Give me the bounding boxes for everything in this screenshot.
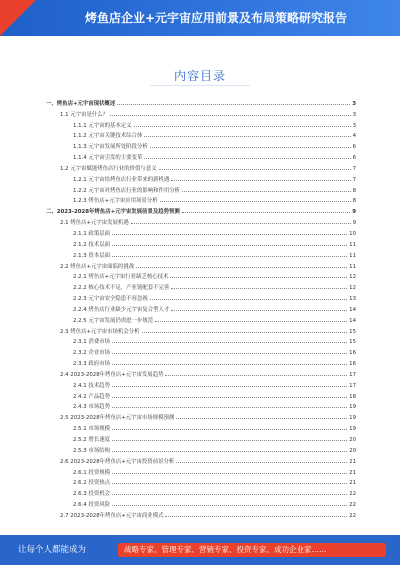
toc-leader-dots <box>182 190 350 192</box>
toc-entry-label: 2.6 2023-2028年烤鱼店+元宇宙投资前景分析 <box>60 458 175 465</box>
toc-entry[interactable] <box>46 215 356 226</box>
toc-entry-label: 1.2.3 烤鱼店+元宇宙应用场景分析 <box>73 198 158 205</box>
toc-entry[interactable] <box>46 345 356 356</box>
toc-entry-label: 1.2.2 元宇宙对烤鱼店行业的影响和作用分析 <box>73 187 181 194</box>
toc-leader-dots <box>150 146 351 148</box>
toc-entry[interactable] <box>46 183 356 194</box>
toc-entry-label: 2.5.1 市场规模 <box>73 426 110 433</box>
toc-entry-label: 2.5.2 增长速度 <box>73 437 110 443</box>
toc-leader-dots <box>165 374 347 376</box>
toc-entry-label: 2.5 2023-2028年烤鱼店+元宇宙市场规模预测 <box>60 415 175 422</box>
report-title: 烤鱼店企业+元宇宙应用前景及布局策略研究报告 <box>84 11 348 25</box>
toc-entry-label: 2.4.1 技术趋势 <box>73 382 110 389</box>
toc-leader-dots <box>176 417 347 419</box>
toc-leader-dots <box>112 255 347 257</box>
toc-entry-page: 21 <box>349 469 356 476</box>
toc-entry-label: 1.1 元宇宙是什么？ <box>60 111 109 118</box>
toc-entry-page: 22 <box>349 502 356 509</box>
toc-entry[interactable] <box>46 129 356 140</box>
toc-entry[interactable] <box>46 150 356 161</box>
toc-entry-label: 2.2.3 元宇宙安全隐患不容忽视 <box>73 296 148 303</box>
toc-entry[interactable] <box>46 421 356 432</box>
toc-entry[interactable] <box>46 302 356 313</box>
toc-entry[interactable] <box>46 291 356 302</box>
toc-leader-dots <box>112 396 347 398</box>
toc-leader-dots <box>112 439 347 441</box>
toc-entry-label: 2.2.4 烤鱼店行业缺少元宇宙复合型人才 <box>73 306 170 313</box>
toc-entry[interactable] <box>46 270 356 281</box>
toc-entry-page: 8 <box>352 198 356 205</box>
toc-entry[interactable] <box>46 248 356 259</box>
toc-entry-label: 2.5.3 市场结构 <box>73 447 110 454</box>
toc-entry-page: 16 <box>349 361 356 368</box>
toc-entry-label: 1.1.1 元宇宙的基本定义 <box>73 122 132 129</box>
toc-entry-label: 1.2 元宇宙赋能烤鱼店行业的价值与意义 <box>60 165 157 172</box>
toc-entry-page: 11 <box>349 241 356 248</box>
toc-entry[interactable] <box>46 118 356 129</box>
toc-entry-label: 2.6.1 投资规模 <box>73 469 110 476</box>
toc-entry-page: 19 <box>349 404 356 411</box>
toc-entry-label: 2.1 烤鱼店+元宇宙发展机遇 <box>60 220 129 227</box>
toc-entry-page: 7 <box>352 165 356 172</box>
toc-entry-page: 16 <box>349 350 356 357</box>
toc-entry-label: 2.1.1 政策层面 <box>73 230 110 237</box>
toc-entry-page: 9 <box>352 209 356 216</box>
toc-entry-page: 21 <box>349 480 356 487</box>
footer-slogan: 让每个人都能成为 <box>18 545 87 555</box>
toc-leader-dots <box>182 211 350 213</box>
toc-leader-dots <box>112 450 347 452</box>
toc-leader-dots <box>112 341 347 343</box>
toc-entry[interactable] <box>46 454 356 465</box>
toc-entry[interactable] <box>46 161 356 172</box>
toc-entry-page: 14 <box>349 317 356 324</box>
toc-leader-dots <box>117 103 350 105</box>
toc-entry-label: 2.4.2 产品趋势 <box>73 393 110 400</box>
page-header <box>0 0 400 36</box>
toc-entry-page: 3 <box>352 100 356 107</box>
toc-entry[interactable] <box>46 476 356 487</box>
toc-entry[interactable] <box>46 259 356 270</box>
toc-leader-dots <box>171 287 347 289</box>
toc-heading-divider <box>150 85 250 86</box>
toc-entry-page: 7 <box>352 176 356 183</box>
toc-entry-page: 17 <box>349 371 356 378</box>
toc-entry-page: 9 <box>352 220 356 227</box>
toc-leader-dots <box>112 385 347 387</box>
toc-entry[interactable] <box>46 237 356 248</box>
toc-entry-label: 2.3.1 消费市场 <box>73 339 110 346</box>
toc-entry[interactable] <box>46 107 356 118</box>
toc-entry-label: 2.6.3 投资机会 <box>73 491 110 498</box>
toc-leader-dots <box>159 168 351 170</box>
header-accent-triangle <box>0 0 36 36</box>
toc-entry-page: 13 <box>349 296 356 303</box>
toc-entry-page: 15 <box>349 328 356 335</box>
toc-leader-dots <box>142 331 348 333</box>
toc-entry-label: 1.1.2 元宇宙关键技术综合体 <box>73 133 143 140</box>
toc-entry-page: 11 <box>349 252 356 259</box>
toc-entry-page: 15 <box>349 339 356 346</box>
toc-leader-dots <box>144 135 350 137</box>
toc-entry-label: 2.2.5 元宇宙发展仍需进一步规范 <box>73 317 154 324</box>
toc-leader-dots <box>112 233 347 235</box>
toc-entry[interactable] <box>46 508 356 519</box>
toc-leader-dots <box>171 309 347 311</box>
toc-entry-page: 8 <box>352 187 356 194</box>
toc-leader-dots <box>155 320 347 322</box>
toc-entry-page: 4 <box>352 133 356 140</box>
toc-entry[interactable] <box>46 486 356 497</box>
table-of-contents <box>46 96 356 519</box>
footer-tags: 战略专家、管理专家、营销专家、投资专家、成功企业家…… <box>124 545 327 554</box>
toc-leader-dots <box>170 276 347 278</box>
toc-entry-page: 22 <box>349 491 356 498</box>
toc-entry-page: 12 <box>349 274 356 281</box>
toc-entry-label: 2.1.2 技术层面 <box>73 241 110 248</box>
toc-entry[interactable] <box>46 465 356 476</box>
toc-leader-dots <box>112 406 347 408</box>
toc-entry[interactable] <box>46 443 356 454</box>
toc-entry[interactable] <box>46 313 356 324</box>
toc-leader-dots <box>171 179 350 181</box>
toc-leader-dots <box>112 493 347 495</box>
toc-entry-page: 11 <box>349 263 356 270</box>
toc-entry[interactable] <box>46 226 356 237</box>
toc-entry-page: 14 <box>349 306 356 313</box>
toc-entry[interactable] <box>46 410 356 421</box>
toc-entry[interactable] <box>46 139 356 150</box>
toc-entry-page: 19 <box>349 426 356 433</box>
toc-leader-dots <box>134 125 351 127</box>
toc-entry[interactable] <box>46 204 356 215</box>
toc-leader-dots <box>176 461 347 463</box>
toc-heading: 内容目录 <box>173 69 226 83</box>
toc-entry[interactable] <box>46 280 356 291</box>
toc-leader-dots <box>112 504 347 506</box>
toc-entry[interactable] <box>46 335 356 346</box>
toc-entry[interactable] <box>46 389 356 400</box>
toc-leader-dots <box>150 298 347 300</box>
toc-leader-dots <box>112 352 347 354</box>
toc-entry[interactable] <box>46 194 356 205</box>
toc-entry-label: 2.3.2 企业市场 <box>73 350 110 357</box>
toc-entry-label: 2.2 烤鱼店+元宇宙面临的挑战 <box>60 263 135 270</box>
toc-leader-dots <box>112 363 347 365</box>
toc-entry-label: 2.3 烤鱼店+元宇宙市场机会分析 <box>60 328 140 335</box>
toc-entry-page: 10 <box>349 230 356 237</box>
toc-entry-label: 2.3.3 政府市场 <box>73 361 110 368</box>
toc-entry-page: 18 <box>349 393 356 400</box>
toc-entry[interactable] <box>46 432 356 443</box>
toc-entry-label: 二、2023-2028年烤鱼店+元宇宙发展前景及趋势预测 <box>46 209 180 216</box>
toc-entry[interactable] <box>46 497 356 508</box>
toc-entry-page: 6 <box>352 155 356 162</box>
toc-entry-page: 22 <box>349 512 356 519</box>
toc-entry[interactable] <box>46 172 356 183</box>
toc-entry-page: 3 <box>352 111 356 118</box>
toc-leader-dots <box>110 114 351 116</box>
toc-leader-dots <box>112 482 347 484</box>
toc-leader-dots <box>131 222 351 224</box>
toc-entry-label: 一、烤鱼店+元宇宙现状概述 <box>46 100 116 107</box>
toc-leader-dots <box>112 472 347 474</box>
toc-entry-label: 2.4.3 市场趋势 <box>73 404 110 411</box>
toc-entry-page: 19 <box>349 415 356 422</box>
toc-entry-label: 2.6.2 投资热点 <box>73 480 110 487</box>
toc-entry[interactable] <box>46 400 356 411</box>
toc-entry[interactable] <box>46 356 356 367</box>
toc-entry-label: 2.2.1 烤鱼店+元宇宙行业缺乏核心技术 <box>73 274 169 281</box>
page-footer <box>0 535 400 565</box>
toc-entry-label: 2.1.3 资本层面 <box>73 252 110 259</box>
toc-leader-dots <box>160 200 351 202</box>
toc-entry-page: 3 <box>352 122 356 129</box>
toc-entry-label: 2.2.2 核心技术不足，产业链配套不完善 <box>73 285 170 292</box>
toc-entry-page: 21 <box>349 458 356 465</box>
toc-leader-dots <box>165 515 347 517</box>
toc-entry-page: 12 <box>349 285 356 292</box>
toc-entry[interactable] <box>46 367 356 378</box>
toc-entry-page: 20 <box>349 447 356 454</box>
toc-entry-page: 20 <box>349 437 356 443</box>
toc-leader-dots <box>144 157 350 159</box>
toc-entry[interactable] <box>46 378 356 389</box>
toc-entry-label: 2.7 2023-2028年烤鱼店+元宇宙商业模式 <box>60 512 164 519</box>
toc-entry[interactable] <box>46 324 356 335</box>
toc-entry-label: 1.1.4 元宇宙引发的主要变革 <box>73 155 143 162</box>
toc-entry-page: 17 <box>349 382 356 389</box>
toc-entry-label: 2.4 2023-2028年烤鱼店+元宇宙发展趋势 <box>60 371 164 378</box>
toc-entry[interactable] <box>46 96 356 107</box>
toc-leader-dots <box>136 266 347 268</box>
toc-entry-label: 2.6.4 投资风险 <box>73 502 110 509</box>
toc-entry-label: 1.2.1 元宇宙给烤鱼店行业带来的新机遇 <box>73 176 170 183</box>
toc-leader-dots <box>112 244 347 246</box>
toc-entry-label: 1.1.3 元宇宙发展所处阶段分析 <box>73 144 148 151</box>
toc-entry-page: 6 <box>352 144 356 151</box>
toc-leader-dots <box>112 428 347 430</box>
